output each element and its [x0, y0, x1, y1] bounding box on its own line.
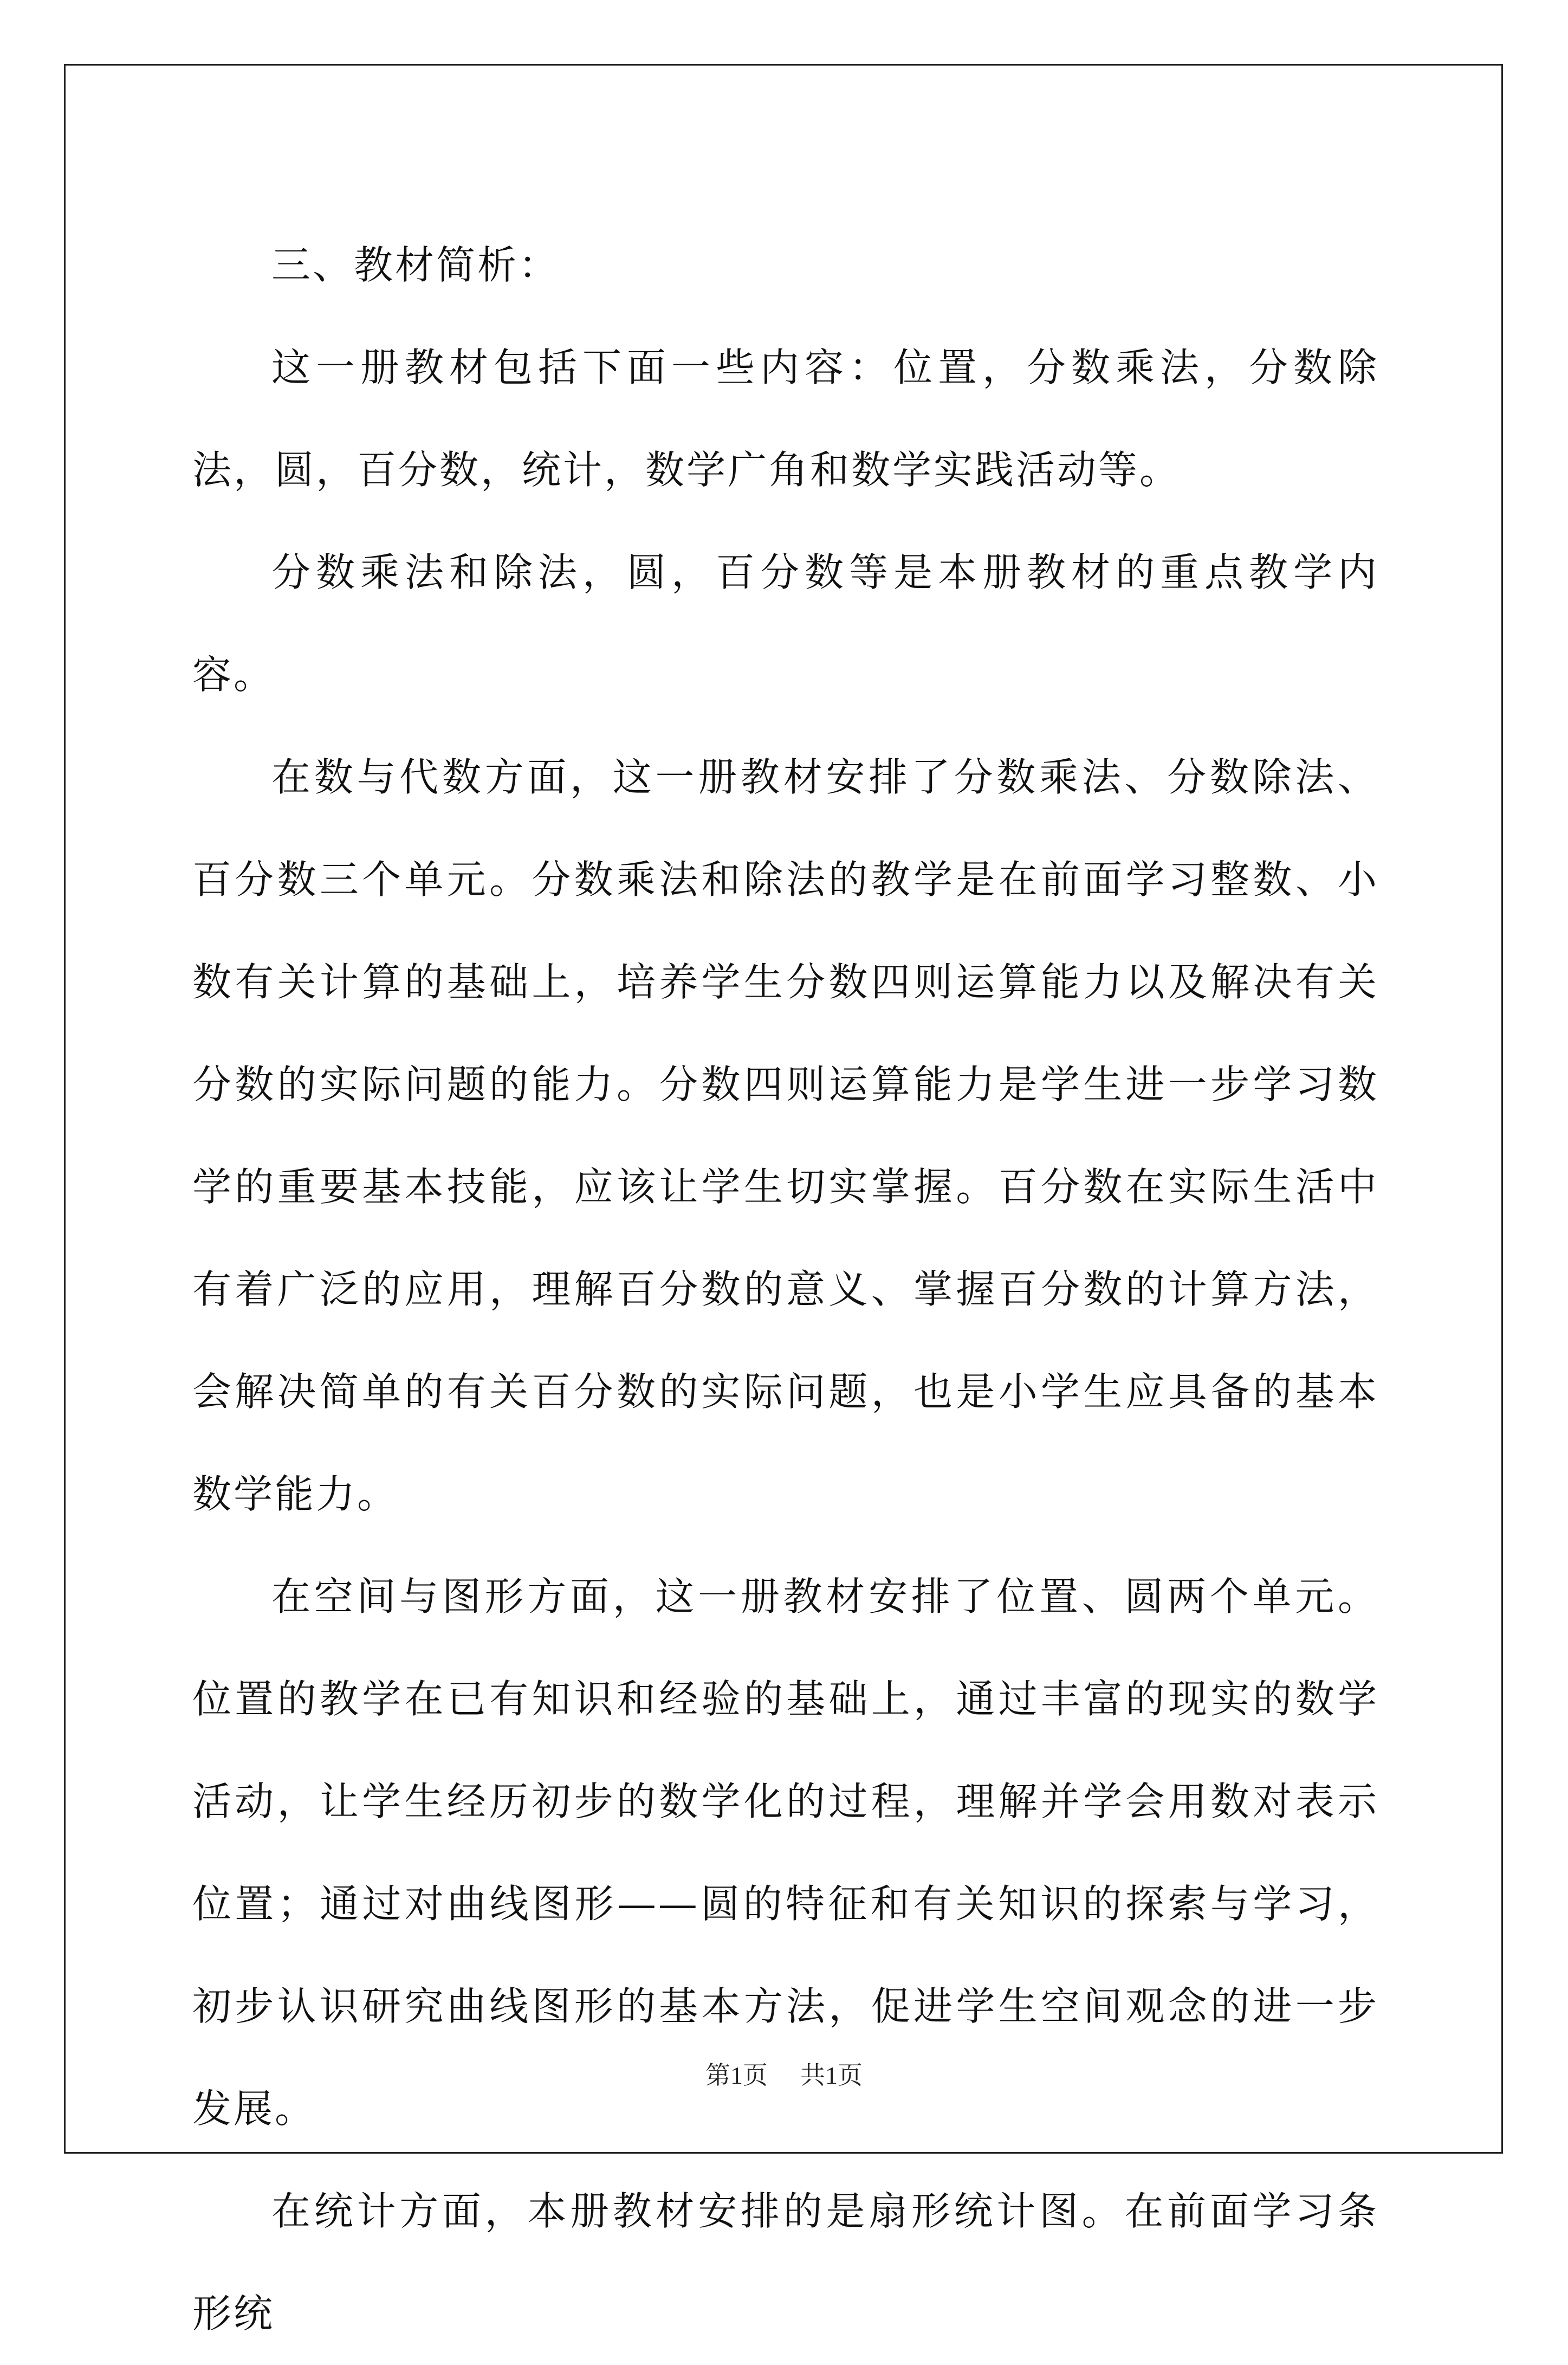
document-body	[192, 214, 1379, 2365]
section-heading: 三、教材简析：	[271, 242, 560, 288]
page-footer	[0, 2059, 1568, 2092]
page-number: 第1页	[705, 2062, 768, 2089]
paragraph-contents: 这一册教材包括下面一些内容：位置，分数乘法，分数除法，圆，百分数，统计，数学广角和数学实践活动等。	[192, 345, 1379, 493]
paragraph-number-algebra: 在数与代数方面，这一册教材安排了分数乘法、分数除法、百分数三个单元。分数乘法和除法的教学是在前面学习整数、小数有关计算的基础上，培养学生分数四则运算能力以及解决有关分数的实际问题的能力。分数四则运算能力是学生进一步学习数学的重要基本技能，应该让学生切实掌握。百分数在实际生活中有着广泛的应用，理解百分数的意义、掌握百分数的计算方法，会解决简单的有关百分数的实际问题，也是小学生应具备的基本数学能力。	[192, 754, 1379, 1517]
paragraph-space-geometry: 在空间与图形方面，这一册教材安排了位置、圆两个单元。位置的教学在已有知识和经验的基础上，通过丰富的现实的数学活动，让学生经历初步的数学化的过程，理解并学会用数对表示位置；通过对曲线图形——圆的特征和有关知识的探索与学习，初步认识研究曲线图形的基本方法，促进学生空间观念的进一步发展。	[192, 1574, 1379, 2131]
paragraph-key-points: 分数乘法和除法，圆，百分数等是本册教材的重点教学内容。	[192, 550, 1379, 697]
page-total: 共1页	[800, 2062, 863, 2089]
paragraph-statistics: 在统计方面，本册教材安排的是扇形统计图。在前面学习条形统	[192, 2188, 1379, 2336]
